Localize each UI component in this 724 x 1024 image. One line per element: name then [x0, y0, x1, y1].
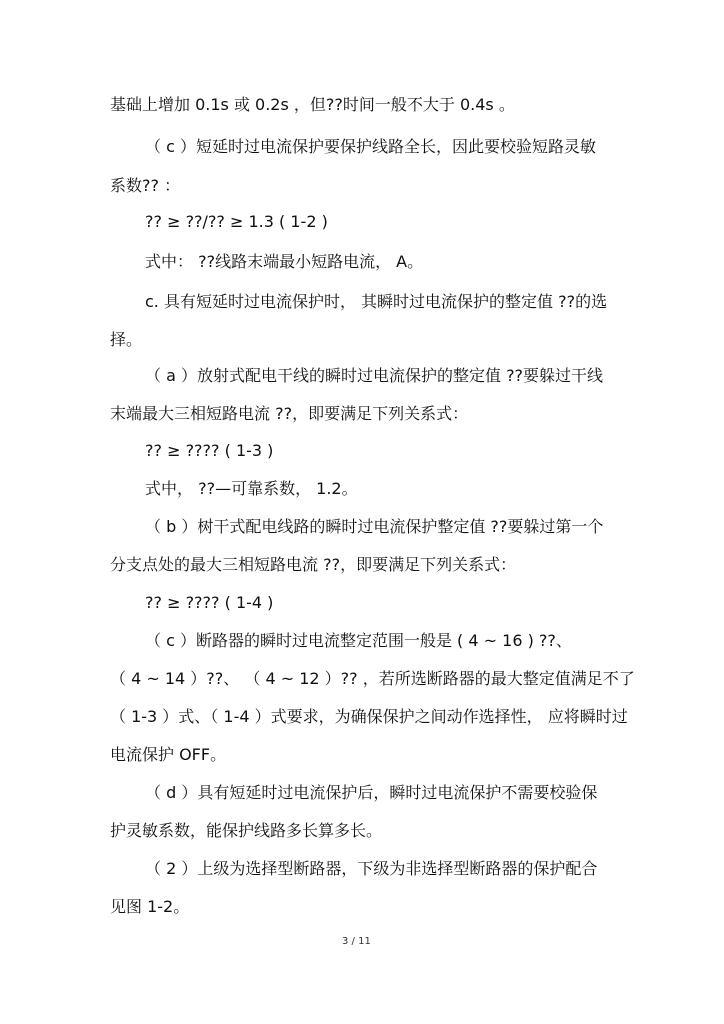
text-line: 分支点处的最大三相短路电流 ??，即要满足下列关系式：	[110, 555, 517, 574]
text-line: 基础上增加 0.1s 或 0.2s ，但??时间一般不大于 0.4s 。	[110, 95, 515, 114]
text-line: 系数?? ：	[110, 176, 181, 195]
text-line: 式中： ??线路末端最小短路电流， A。	[145, 252, 424, 271]
text-line: 电流保护 OFF。	[110, 745, 227, 764]
formula-line: ?? ≥ ???? ( 1-3 )	[145, 441, 274, 460]
text-line: （ 2 ）上级为选择型断路器，下级为非选择型断路器的保护配合	[145, 859, 598, 878]
text-line: （ c ）断路器的瞬时过电流整定范围一般是 ( 4 ~ 16 ) ??、	[145, 631, 572, 650]
text-line: 护灵敏系数，能保护线路多长算多长。	[110, 821, 383, 840]
text-line: （ 4 ~ 14 ）??、 （ 4 ~ 12 ）?? ，若所选断路器的最大整定值满足不了	[110, 669, 635, 688]
formula-line: ?? ≥ ??/?? ≥ 1.3 ( 1-2 )	[145, 212, 328, 231]
text-line: 式中， ??—可靠系数， 1.2。	[145, 479, 358, 498]
text-line: 择。	[110, 330, 143, 349]
text-line: （ b ）树干式配电线路的瞬时过电流保护整定值 ??要躲过第一个	[145, 517, 604, 536]
text-line: 末端最大三相短路电流 ??，即要满足下列关系式：	[110, 404, 469, 423]
text-line: （ a ）放射式配电干线的瞬时过电流保护的整定值 ??要躲过干线	[145, 366, 604, 385]
text-line: 见图 1-2。	[110, 897, 190, 916]
text-line: （ 1-3 ）式、（ 1-4 ）式要求，为确保保护之间动作选择性， 应将瞬时过	[110, 707, 628, 726]
text-line: （ d ）具有短延时过电流保护后，瞬时过电流保护不需要校验保	[145, 783, 598, 802]
text-line: c. 具有短延时过电流保护时， 其瞬时过电流保护的整定值 ??的选	[145, 292, 608, 311]
formula-line: ?? ≥ ???? ( 1-4 )	[145, 593, 274, 612]
page-number: 3 / 11	[342, 936, 371, 947]
text-line: （ c ）短延时过电流保护要保护线路全长，因此要校验短路灵敏	[145, 137, 596, 156]
